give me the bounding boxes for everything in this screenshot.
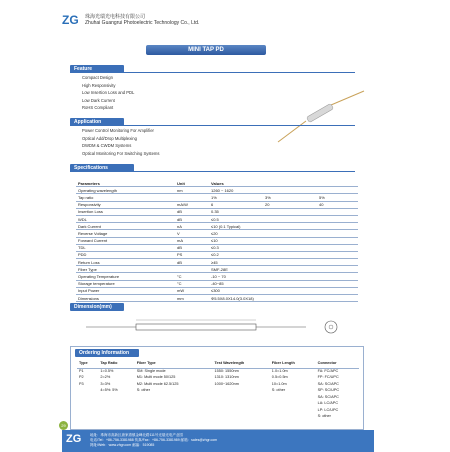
feature-heading: Feature: [70, 65, 124, 73]
table-cell: [135, 414, 213, 421]
dimension-drawing: [76, 312, 358, 342]
table-cell: Insertion Loss: [76, 208, 175, 215]
table-cell: 1.0=1.0m: [271, 368, 288, 373]
table-row: [76, 266, 358, 273]
column-header: Test Wavelength: [212, 361, 269, 368]
table-cell: 1%: [209, 194, 263, 201]
table-header-row: [77, 361, 359, 368]
table-cell: nA: [175, 223, 209, 230]
footer-logo: ZG: [66, 433, 82, 445]
table-cell: [263, 230, 317, 237]
table-cell: [317, 187, 358, 194]
table-cell: Responsivity: [76, 201, 175, 208]
table-row: [76, 187, 358, 194]
table-cell: Dark Current: [76, 223, 175, 230]
table-cell: [263, 208, 317, 215]
table-cell: WDL: [76, 215, 175, 222]
table-cell: PS: [175, 251, 209, 258]
page-number: 29: [59, 421, 68, 430]
table-cell: [263, 251, 317, 258]
footer-contact: [90, 433, 217, 448]
list-item: Low Dark Current: [82, 97, 115, 103]
table-cell: mW: [175, 287, 209, 294]
table-cell: 4=5%: 5%: [100, 388, 118, 392]
table-cell: [317, 223, 358, 230]
table-cell: Forward Current: [76, 237, 175, 244]
datasheet-page: [61, 10, 374, 447]
table-cell: ≤10: [209, 237, 263, 244]
table-cell: [175, 266, 209, 273]
dimension-heading: Dimension(mm): [70, 303, 124, 311]
table-cell: M2: Multi mode 62.5/125: [136, 381, 179, 386]
table-cell: -10 ~ 70: [209, 273, 263, 280]
table-cell: LP: LC/UPC: [317, 407, 339, 412]
table-cell: Φ5.5X8.0X14.0(3.0X18): [209, 295, 263, 302]
ordering-info-box: [70, 346, 364, 430]
table-cell: SA: SC/APC: [317, 394, 339, 399]
table-row: [76, 280, 358, 287]
table-cell: [317, 287, 358, 294]
table-cell: Fiber Type: [76, 266, 175, 273]
table-cell: [263, 244, 317, 251]
table-cell: [317, 251, 358, 258]
table-cell: [98, 414, 134, 421]
table-cell: TDL: [76, 244, 175, 251]
spec-table-body: [76, 187, 358, 302]
divider: [70, 72, 355, 73]
table-cell: ≤0.3: [209, 244, 263, 251]
column-header: Connector: [316, 361, 359, 368]
table-cell: P2: [79, 375, 84, 379]
feature-list: [82, 74, 134, 112]
table-cell: [263, 259, 317, 266]
list-item: High Responsivity: [82, 82, 116, 88]
table-cell: V: [175, 230, 209, 237]
table-cell: 40: [317, 201, 358, 208]
column-header: Parameters: [76, 180, 175, 187]
table-cell: SM: Single mode: [136, 368, 166, 373]
table-cell: ≤0.5: [209, 215, 263, 222]
table-cell: [212, 414, 269, 421]
table-cell: Reverse Voltage: [76, 230, 175, 237]
table-cell: 0.5=0.5m: [271, 375, 288, 379]
table-cell: PDD: [76, 251, 175, 258]
table-cell: SMF-28E: [209, 266, 263, 273]
table-cell: 6: [209, 201, 263, 208]
ordering-heading: Ordering Information: [75, 349, 139, 357]
product-title: MINI TAP PD: [146, 45, 266, 55]
table-cell: [263, 287, 317, 294]
table-cell: SA: SC/APC: [317, 381, 339, 386]
table-row: [76, 208, 358, 215]
table-cell: Input Power: [76, 287, 175, 294]
logo-mark: [62, 14, 82, 26]
column-header: Fiber Length: [270, 361, 316, 368]
table-cell: ≤10 (0.1 Typical): [209, 223, 263, 230]
table-cell: [317, 208, 358, 215]
table-row: [76, 230, 358, 237]
table-cell: Return Loss: [76, 259, 175, 266]
table-cell: P1: [79, 368, 84, 373]
application-heading: Application: [70, 118, 124, 126]
table-cell: [263, 223, 317, 230]
table-header-row: [76, 180, 358, 187]
table-cell: [263, 295, 317, 302]
table-row: [76, 194, 358, 201]
table-cell: SP: SC/UPC: [317, 388, 340, 392]
footer-line: 地址：珠海市高新区唐家湾镇金峰北路111号光瑞光电产业园: [90, 433, 183, 437]
company-name-cn: 珠海光瑞光电科技有限公司: [85, 14, 146, 20]
table-cell: Operating wavelength: [76, 187, 175, 194]
table-cell: Tap ratio: [76, 194, 175, 201]
table-row: [76, 223, 358, 230]
column-header: Fiber Type: [135, 361, 213, 368]
table-cell: mm: [175, 295, 209, 302]
table-cell: [263, 237, 317, 244]
list-item: Optical Monitoring For Switching Systems: [82, 150, 160, 156]
table-cell: S: other: [136, 388, 151, 392]
table-cell: dB: [175, 208, 209, 215]
table-cell: M1: Multi mode 50/125: [136, 375, 176, 379]
table-cell: [263, 280, 317, 287]
column-header: Type: [77, 361, 98, 368]
table-row: [76, 295, 358, 302]
table-cell: ≤300: [209, 287, 263, 294]
table-cell: 5%: [317, 194, 358, 201]
table-cell: ≤20: [209, 230, 263, 237]
table-cell: [317, 266, 358, 273]
list-item: Optical Add/Drop Multiplexing: [82, 135, 137, 141]
table-cell: 1=0.5%: [100, 368, 114, 373]
table-cell: FP: FC/UPC: [317, 375, 339, 379]
table-row: [76, 273, 358, 280]
column-header: Tap Ratio: [98, 361, 134, 368]
footer-line: 网址/Web：www.zhgr.com 邮编：519085: [90, 443, 155, 447]
table-cell: ≥45: [209, 259, 263, 266]
table-cell: Dimensions: [76, 295, 175, 302]
table-row: [77, 414, 359, 421]
ordering-table-body: [77, 368, 359, 421]
table-cell: 3%: [263, 194, 317, 201]
list-item: Compact Design: [82, 75, 113, 80]
table-cell: dB: [175, 244, 209, 251]
table-cell: °C: [175, 280, 209, 287]
divider: [70, 125, 355, 126]
table-cell: dB: [175, 259, 209, 266]
table-cell: Storage temperature: [76, 280, 175, 287]
table-row: [76, 201, 358, 208]
table-cell: [317, 280, 358, 287]
table-cell: S: other: [317, 414, 331, 418]
table-cell: 1000~1620nm: [214, 381, 239, 386]
table-cell: 2=2%: [100, 375, 111, 379]
column-header: Values: [209, 180, 263, 187]
table-cell: nm: [175, 187, 209, 194]
table-cell: mA/W: [175, 201, 209, 208]
column-header: Unit: [175, 180, 209, 187]
company-name-en: Zhuhai Guangrui Photoelectric Technology Co., Ltd.: [85, 20, 200, 26]
table-cell: [263, 266, 317, 273]
table-cell: [317, 259, 358, 266]
list-item: DWDM & CWDM Systems: [82, 143, 132, 148]
list-item: Power Control Monitoring For Amplifier: [82, 128, 154, 133]
table-cell: LA: LC/APC: [317, 401, 339, 405]
table-cell: [263, 215, 317, 222]
table-cell: dB: [175, 215, 209, 222]
table-cell: [317, 230, 358, 237]
spec-table: [76, 180, 358, 302]
company-logo: [62, 14, 199, 26]
table-cell: FA: FC/APC: [317, 368, 339, 373]
table-cell: [317, 244, 358, 251]
table-cell: 20: [263, 201, 317, 208]
footer-line: 电话/Tel：+86-756-3381988 传真/Fax：+86-756-3381989 邮箱：sales@zhgr.com: [90, 438, 218, 442]
table-cell: 1260 ~ 1620: [209, 187, 263, 194]
table-row: [76, 244, 358, 251]
table-cell: Operating Temperature: [76, 273, 175, 280]
logo-letters: ZG: [62, 13, 79, 27]
table-row: [77, 368, 359, 375]
specifications-heading: Specifications: [70, 164, 134, 172]
table-cell: [317, 215, 358, 222]
table-cell: [263, 273, 317, 280]
table-cell: -40~85: [209, 280, 263, 287]
table-row: [76, 259, 358, 266]
divider: [70, 171, 355, 172]
table-cell: 1550: 1550nm: [214, 368, 239, 373]
table-cell: 0.35: [209, 208, 263, 215]
table-cell: mA: [175, 237, 209, 244]
table-row: [76, 287, 358, 294]
table-cell: [263, 187, 317, 194]
table-cell: S: other: [271, 388, 286, 392]
table-cell: 10=1.0m: [271, 381, 287, 386]
table-cell: [317, 273, 358, 280]
table-cell: P3: [79, 381, 84, 386]
table-cell: [270, 414, 316, 421]
product-image: [276, 88, 366, 148]
ordering-table: [77, 361, 359, 421]
table-row: [76, 251, 358, 258]
application-list: [82, 127, 160, 157]
list-item: RoHS Compliant: [82, 105, 114, 110]
table-cell: [317, 237, 358, 244]
list-item: Low Insertion Loss and PDL: [82, 90, 135, 95]
table-cell: [175, 194, 209, 201]
table-row: [76, 237, 358, 244]
table-cell: 3=3%: [100, 381, 111, 386]
table-row: [76, 215, 358, 222]
table-cell: 1310: 1310nm: [214, 375, 239, 379]
table-cell: °C: [175, 273, 209, 280]
footer-bar: [62, 430, 374, 452]
table-cell: [77, 414, 98, 421]
table-cell: [317, 295, 358, 302]
table-cell: ≤0.2: [209, 251, 263, 258]
